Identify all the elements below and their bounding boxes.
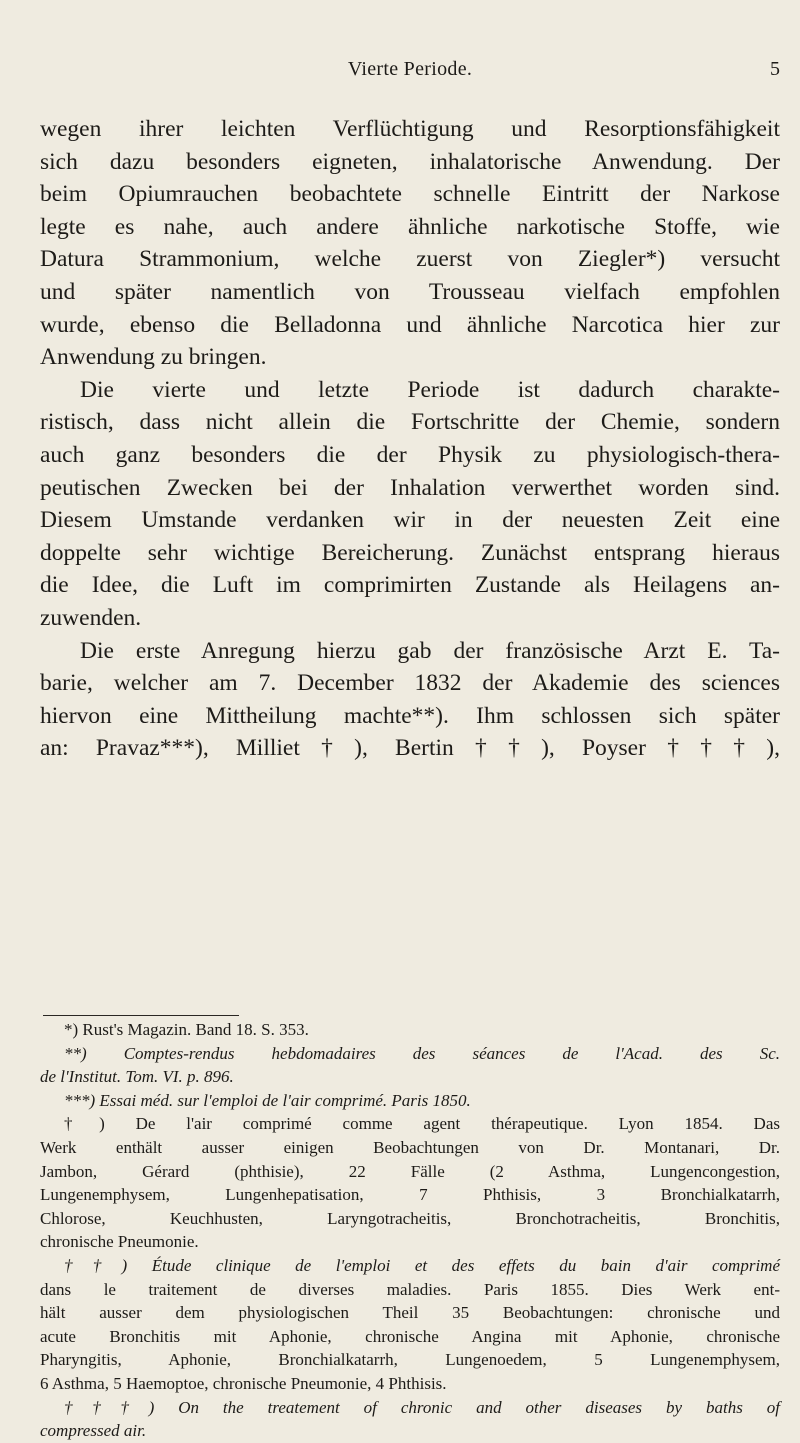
footnote-line: Lungenemphysem, Lungenhepatisation, 7 Phthisis, 3 Bronchialkatarrh, — [40, 1185, 780, 1205]
footnote-line: Jambon, Gérard (phthisie), 22 Fälle (2 Asthma, Lungencongestion, — [40, 1161, 780, 1181]
footnote-line: **) Comptes-rendus hebdomadaires des séances de l'Acad. des Sc. — [64, 1043, 780, 1063]
footnote-line: hält ausser dem physiologischen Theil 35 Beobachtungen: chronische und — [40, 1303, 780, 1323]
footnote-line: Chlorose, Keuchhusten, Laryngotracheitis, Bronchotracheitis, Bronchitis, — [40, 1208, 780, 1228]
footnote-line: compressed air. — [40, 1421, 147, 1441]
footnote-line: *) Rust's Magazin. Band 18. S. 353. — [64, 1020, 309, 1039]
footnote-line: †) De l'air comprimé comme agent thérapeutique. Lyon 1854. Das — [64, 1114, 780, 1134]
text-line: doppelte sehr wichtige Bereicherung. Zunächst entsprang hieraus — [40, 539, 780, 566]
text-line: sich dazu besonders eigneten, inhalatorische Anwendung. Der — [40, 148, 780, 175]
footnote-line: 6 Asthma, 5 Haemoptoe, chronische Pneumonie, 4 Phthisis. — [40, 1373, 447, 1393]
main-text — [40, 113, 780, 765]
text-line: Anwendung zu bringen. — [40, 344, 267, 371]
running-header — [40, 58, 780, 88]
footnote-line: Pharyngitis, Aphonie, Bronchialkatarrh, Lungenoedem, 5 Lungenemphysem, — [40, 1350, 780, 1370]
text-line: und später namentlich von Trousseau vielfach empfohlen — [40, 278, 780, 305]
text-line: Die vierte und letzte Periode ist dadurch charakte- — [80, 376, 780, 403]
text-line: peutischen Zwecken bei der Inhalation verwerthet worden sind. — [40, 474, 780, 501]
text-line: ristisch, dass nicht allein die Fortschritte der Chemie, sondern — [40, 409, 780, 436]
footnote-line: ***) Essai méd. sur l'emploi de l'air comprimé. Paris 1850. — [64, 1090, 471, 1110]
text-line: zuwenden. — [40, 604, 142, 631]
footnotes — [40, 1018, 780, 1443]
text-line: an: Pravaz***), Milliet†), Bertin††), Poyser†††), — [40, 735, 780, 762]
text-line: beim Opiumrauchen beobachtete schnelle Eintritt der Narkose — [40, 181, 780, 208]
footnote-divider — [43, 1015, 239, 1016]
running-title: Vierte Periode. — [347, 58, 473, 80]
text-line: die Idee, die Luft im comprimirten Zustande als Heilagens an- — [40, 572, 780, 599]
footnote-line: ††) Étude clinique de l'emploi et des effets du bain d'air comprimé — [64, 1255, 780, 1275]
page-number: 5 — [770, 58, 780, 80]
text-line: Die erste Anregung hierzu gab der französische Arzt E. Ta- — [80, 637, 780, 664]
text-line: wegen ihrer leichten Verflüchtigung und Resorptionsfähigkeit — [40, 116, 780, 142]
text-line: Diesem Umstande verdanken wir in der neuesten Zeit eine — [40, 507, 780, 534]
text-line: wurde, ebenso die Belladonna und ähnliche Narcotica hier zur — [40, 311, 780, 338]
footnote-line: de l'Institut. Tom. VI. p. 896. — [40, 1067, 234, 1087]
footnote-line: chronische Pneumonie. — [40, 1232, 199, 1252]
footnote-line: dans le traitement de diverses maladies. Paris 1855. Dies Werk ent- — [40, 1279, 780, 1299]
footnote-line: acute Bronchitis mit Aphonie, chronische Angina mit Aphonie, chronische — [40, 1326, 780, 1346]
footnote-line: †††) On the treatement of chronic and other diseases by baths of — [64, 1397, 780, 1417]
footnote-line: Werk enthält ausser einigen Beobachtungen von Dr. Montanari, Dr. — [40, 1137, 780, 1157]
text-line: hiervon eine Mittheilung machte**). Ihm schlossen sich später — [40, 702, 780, 729]
text-line: Datura Strammonium, welche zuerst von Ziegler*) versucht — [40, 246, 780, 273]
text-line: barie, welcher am 7. December 1832 der Akademie des sciences — [40, 670, 780, 697]
text-line: legte es nahe, auch andere ähnliche narkotische Stoffe, wie — [40, 213, 780, 240]
text-line: auch ganz besonders die der Physik zu physiologisch-thera- — [40, 441, 780, 468]
